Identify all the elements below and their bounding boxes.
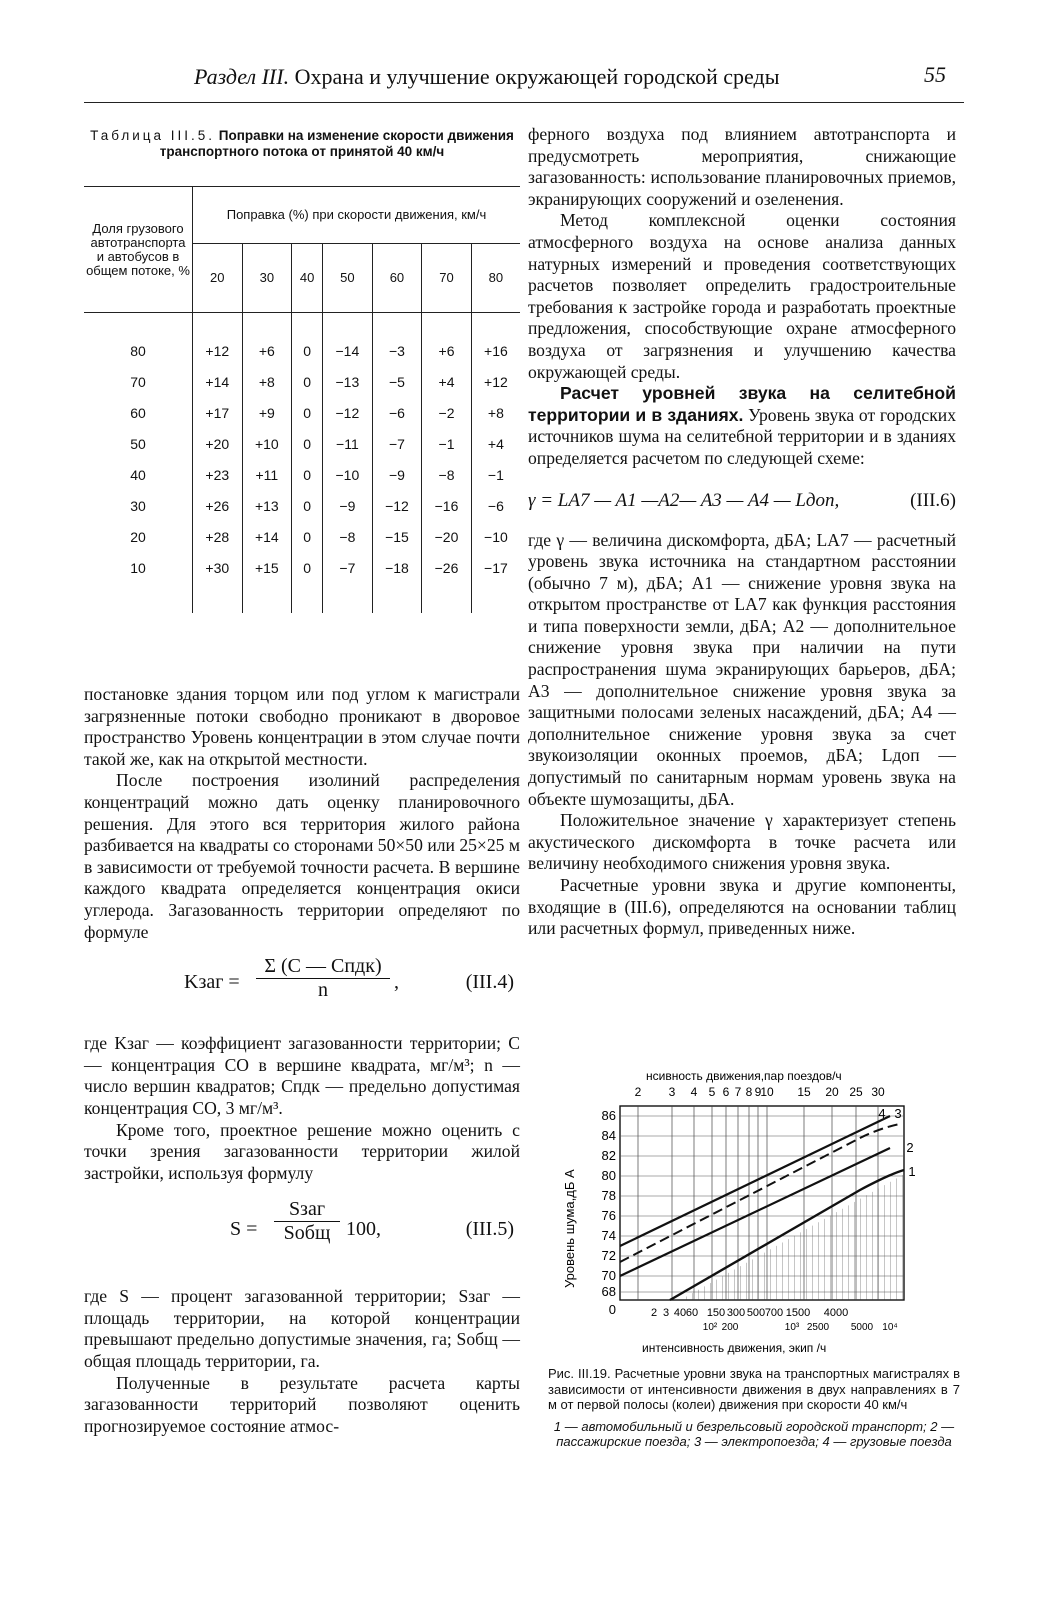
spacer-cell [193,313,243,336]
bottom-tick-label: 500 [746,1307,766,1319]
y-tick-label: 76 [601,1208,616,1223]
right-paragraph-4: где γ — величина дискомфорта, дБА; LA7 — расчетный уровень звука источника на стандартном расстоянии (обычно 7 м), дБА; A1 — снижение уровня звука на открытом пространстве от LA7 как функция расстояния и типа поверхности земли, дБА; A2 — дополнительное снижение уровня звука при наличии на пути распространения шума экранирующих барьеров, дБА; A3 — дополнительное снижение уровня звука за защитными полосами зеленых насаждений, дБА; A4 — дополнительное снижение уровня звука за счет звукоизоляции оконных проемов, дБА; Lдоп — допустимый по санитарным нормам уровень звука на объекте шумозащиты, дБА. [528,529,956,809]
bottom-tick-label: 3 [662,1307,670,1319]
formula-numerator: Σ (C — Cпдк) [256,955,390,979]
top-tick-label: 2 [634,1085,642,1099]
section-intro: Уровень звука от городских источников шума на селитебной территории и в зданиях определяется расчетом по следующей схеме: [528,404,956,468]
table-row [84,428,520,459]
curve-label: 3 [894,1106,902,1121]
running-head [84,62,964,98]
correction-cell: +11 [242,459,292,490]
spacer-cell [242,313,292,336]
spacer-cell [471,583,520,613]
curve-label: 2 [906,1140,914,1155]
noise-level-diagram [560,1066,960,1366]
top-tick-label: 15 [797,1085,811,1099]
table-row [84,397,520,428]
correction-cell: +6 [242,335,292,366]
correction-cell: +4 [422,366,472,397]
correction-cell: −12 [323,397,373,428]
bottom-axis-label: интенсивность движения, экип /ч [642,1341,827,1355]
right-column [528,124,956,940]
left-paragraph-5: где S — процент загазованной территории; Sзаг — площадь территории, на которой концентрации превышают предельно допустимые значения, га; Sобщ — общая площадь территории, га. [84,1286,520,1372]
right-paragraph-1: ферного воздуха под влиянием автотранспорта и предусмотреть мероприятия, снижающие загазованность: использование планировочных приемов, экранирующих сооружений и озеленения. [528,124,956,209]
formula-III-4 [84,951,520,1021]
correction-cell: 0 [292,552,323,583]
correction-cell: −20 [422,521,472,552]
formula-III-6 [528,484,956,530]
bottom-axis-powers [703,1322,898,1333]
spacer-cell [471,313,520,336]
top-tick-label: 9 [754,1085,762,1099]
row-header: Доля грузового автотранспорта и автобусов в общем потоке, % [84,187,193,313]
y-tick-label: 0 [608,1302,616,1317]
top-tick-label: 5 [708,1085,716,1099]
caption-legend: 1 — автомобильный и безрельсовый городской транспорт; 2 — пассажирские поезда; 3 — электропоезда; 4 — грузовые поезда [553,1418,955,1449]
spacer-cell [242,583,292,613]
top-tick-label: 6 [722,1085,730,1099]
correction-cell: 0 [292,459,323,490]
y-tick-label: 86 [601,1108,616,1123]
correction-cell: −3 [372,335,422,366]
correction-cell: 0 [292,428,323,459]
correction-cell: −5 [372,366,422,397]
noise-level-figure [560,1066,960,1366]
correction-cell: +12 [471,366,520,397]
top-axis-ticks [635,1085,885,1099]
bottom-sub-label: 200 [721,1322,739,1333]
speed-header-cell: 70 [422,244,472,313]
spacer-cell [422,313,472,336]
correction-cell: −9 [372,459,422,490]
correction-cell: −13 [323,366,373,397]
col-group-header: Поправка (%) при скорости движения, км/ч [193,187,521,244]
correction-cell: +6 [422,335,472,366]
table-spacer-row [84,313,520,336]
spacer-cell [422,583,472,613]
section-label: Раздел III. [194,64,290,89]
correction-cell: 0 [292,397,323,428]
top-tick-label: 3 [668,1085,676,1099]
table-row [84,552,520,583]
correction-cell: +15 [242,552,292,583]
y-tick-label: 68 [601,1284,616,1299]
bottom-tick-label: 700 [764,1307,784,1319]
speed-header-cell: 80 [471,244,520,313]
spacer-cell [323,313,373,336]
table-body [84,313,520,614]
curve-label: 4 [878,1106,886,1121]
formula-lhs: Kзаг = [184,971,240,994]
share-cell: 20 [130,528,146,545]
correction-cell: 0 [292,490,323,521]
speed-header-cell: 20 [193,244,243,313]
bottom-sub-label: 2500 [806,1322,830,1333]
table-tail-row [84,583,520,613]
formula-denominator: n [318,979,328,1002]
spacer-cell [292,313,323,336]
formula-III-5 [84,1194,520,1278]
bottom-axis-ticks [651,1307,848,1319]
correction-cell: +8 [471,397,520,428]
hatched-area [680,1174,904,1300]
correction-cell: −15 [372,521,422,552]
correction-cell: −8 [422,459,472,490]
formula-lhs: S = [230,1218,258,1241]
bottom-sub-label: 10² [702,1322,718,1333]
bottom-tick-label: 150 [706,1307,726,1319]
correction-cell: −17 [471,552,520,583]
y-tick-label: 78 [601,1188,616,1203]
y-tick-label: 72 [601,1248,616,1263]
correction-cell: +4 [471,428,520,459]
top-tick-label: 20 [825,1085,839,1099]
caption-text: Рис. III.19. Расчетные уровни звука на транспортных магистралях в зависимости от интенсивности движения в двух направлениях в 7 м от первой полосы (колеи) движения при скорости 40 км/ч [548,1366,960,1412]
left-text [84,684,520,1437]
right-paragraph-3 [528,383,956,469]
y-tick-label: 80 [601,1168,616,1183]
correction-cell: +9 [242,397,292,428]
formula-comma: , [394,971,399,994]
table-row [84,459,520,490]
share-cell: 50 [130,435,146,452]
correction-cell: +20 [193,428,243,459]
bottom-tick-label: 1500 [785,1307,811,1319]
bottom-tick-label: 60 [685,1307,699,1319]
table-row [84,521,520,552]
speed-header-cell: 50 [323,244,373,313]
y-axis-ticks [602,1108,616,1317]
spacer-cell [372,313,422,336]
correction-cell: −9 [323,490,373,521]
share-cell: 10 [130,559,146,576]
share-cell: 30 [130,497,146,514]
formula-number: (III.5) [465,1218,514,1241]
spacer-cell [292,583,323,613]
correction-cell: 0 [292,366,323,397]
curve-label: 1 [908,1164,916,1179]
correction-cell: −1 [422,428,472,459]
share-cell: 40 [130,466,146,483]
correction-cell: −14 [323,335,373,366]
table-row [84,335,520,366]
bottom-sub-label: 5000 [850,1322,874,1333]
speed-header-cell: 40 [292,244,323,313]
correction-cell: +28 [193,521,243,552]
correction-cell: −7 [372,428,422,459]
bottom-sub-label: 10⁴ [882,1322,898,1333]
top-tick-label: 4 [690,1085,698,1099]
spacer-cell [193,583,243,613]
correction-cell: −26 [422,552,472,583]
left-paragraph-1: постановке здания торцом или под углом к магистрали загрязненные потоки свободно проникают в дворовое пространство Уровень концентрации в этом случае почти такой же, как на открытой местности. [84,684,520,769]
table-label: Таблица III.5. [90,128,216,143]
bottom-tick-label: 4000 [823,1307,849,1319]
top-axis-label: нсивность движения,пар поездов/ч [646,1069,842,1083]
share-cell: 80 [130,342,146,359]
running-title [194,64,780,90]
table-caption [84,128,520,160]
figure-caption [548,1366,960,1450]
y-tick-label: 74 [601,1228,616,1243]
top-tick-label: 25 [849,1085,863,1099]
bottom-tick-label: 2 [650,1307,658,1319]
page-number: 55 [924,62,946,87]
spacer-cell [323,583,373,613]
correction-cell: +16 [471,335,520,366]
right-paragraph-6: Расчетные уровни звука и другие компоненты, входящие в (III.6), определяются на основании таблиц или расчетных формул, приведенных ниже. [528,875,956,939]
top-tick-label: 7 [734,1085,742,1099]
bottom-tick-label: 40 [673,1307,687,1319]
top-tick-label: 10 [760,1085,774,1099]
correction-cell: −1 [471,459,520,490]
share-cell: 60 [130,404,146,421]
correction-cell: −10 [471,521,520,552]
section-title: Охрана и улучшение окружающей городской среды [294,64,780,89]
y-tick-label: 82 [601,1148,616,1163]
correction-cell: +23 [193,459,243,490]
formula-denominator: Sобщ [283,1222,331,1245]
table-caption-text: Поправки на изменение скорости движения транспортного потока от принятой 40 км/ч [159,128,514,159]
correction-cell: +14 [193,366,243,397]
correction-cell: +26 [193,490,243,521]
formula-tail: 100, [346,1218,381,1241]
spacer-cell [84,583,193,613]
left-paragraph-4: Кроме того, проектное решение можно оценить с точки зрения загазованности территории жилой застройки, используя формулу [84,1119,520,1183]
correction-cell: −6 [471,490,520,521]
header-rule [84,102,964,103]
spacer-cell [372,583,422,613]
correction-cell: −16 [422,490,472,521]
left-paragraph-3: где Kзаг — коэффициент загазованности территории; C — концентрация CO в вершине квадрата, мг/м³; n — число вершин квадратов; Cпдк — предельно допустимая концентрация CO, 3 мг/м³. [84,1033,520,1118]
formula-body: γ = LA7 — A1 —A2— A3 — A4 — Lдоп, [528,489,840,511]
right-paragraph-5: Положительное значение γ характеризует степень акустического дискомфорта в точке расчета или величину необходимого снижения уровня звука. [528,810,956,874]
correction-cell: −8 [323,521,373,552]
correction-cell: −10 [323,459,373,490]
correction-cell: +13 [242,490,292,521]
formula-fraction [256,955,390,1002]
correction-cell: −2 [422,397,472,428]
y-tick-label: 84 [601,1128,616,1143]
correction-cell: 0 [292,521,323,552]
correction-cell: +10 [242,428,292,459]
right-paragraph-2: Метод комплексной оценки состояния атмосферного воздуха на основе анализа данных натурных измерений и проведения соответствующих расчетов позволяет определить градостроительные требования к застройке города и разработать проектные предложения, способствующие охране атмосферного воздуха от загрязнения и улучшению качества окружающей среды. [528,210,956,382]
correction-cell: +8 [242,366,292,397]
correction-cell: +14 [242,521,292,552]
correction-cell: −11 [323,428,373,459]
bottom-sub-label: 10³ [784,1322,800,1333]
left-paragraph-6: Полученные в результате расчета карты загазованности территорий позволяют оценить прогнозируемое состояние атмос- [84,1372,520,1436]
correction-cell: +30 [193,552,243,583]
y-tick-label: 70 [601,1268,616,1283]
correction-cell: −6 [372,397,422,428]
formula-fraction [274,1198,340,1245]
bottom-tick-label: 300 [726,1307,746,1319]
top-tick-label: 8 [745,1085,753,1099]
y-axis-label: Уровень шума,дБ А [562,1169,577,1288]
correction-cell: +12 [193,335,243,366]
formula-number: (III.4) [465,971,514,994]
corrections-table [84,186,520,613]
spacer-cell [84,313,193,336]
speed-header-cell: 30 [242,244,292,313]
formula-numerator: Sзаг [274,1198,340,1222]
correction-cell: −12 [372,490,422,521]
section-heading: Расчет уровней звука на селитебной территории и в зданиях. [528,383,956,425]
top-tick-label: 30 [871,1085,885,1099]
correction-cell: −7 [323,552,373,583]
table-row [84,366,520,397]
share-cell: 70 [130,373,146,390]
table-row [84,490,520,521]
formula-number: (III.6) [910,489,956,511]
left-paragraph-2: После построения изолиний распределения концентраций можно дать оценку планировочного решения. Для этого вся территория жилого района разбивается на квадраты со сторонами 50×50 или 25×25 м в зависимости от требуемой точности расчета. В вершине каждого квадрата определяется концентрация окиси углерода. Загазованность территории определяют по формуле [84,770,520,942]
correction-cell: +17 [193,397,243,428]
correction-cell: −18 [372,552,422,583]
left-column [84,128,520,1436]
speed-header-cell: 60 [372,244,422,313]
correction-cell: 0 [292,335,323,366]
curve-labels [878,1106,915,1179]
